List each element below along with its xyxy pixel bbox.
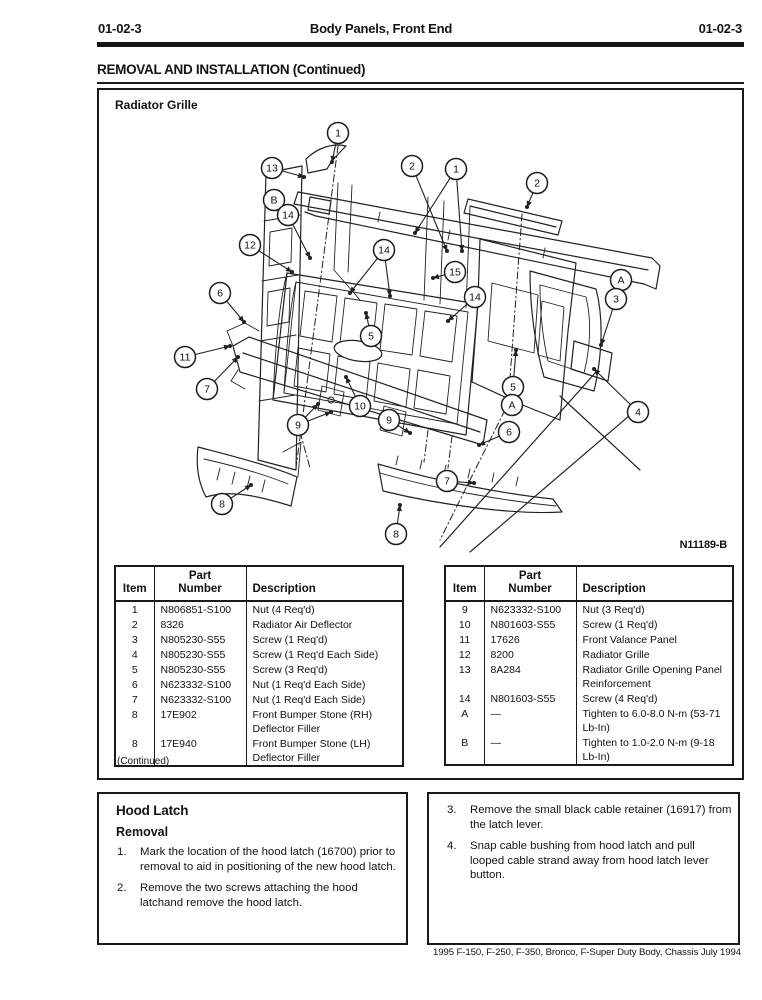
fastener-dot [413, 231, 417, 235]
hood-latch-steps-right [447, 803, 732, 890]
page-title: Body Panels, Front End [309, 21, 453, 36]
fastener-dot [460, 249, 464, 253]
svg-text:5: 5 [510, 381, 516, 394]
svg-text:4: 4 [635, 406, 641, 419]
part-row [445, 632, 733, 647]
svg-text:6: 6 [217, 287, 223, 300]
callout-10 [350, 396, 371, 417]
part-number-cell: N806851-S100 [154, 601, 246, 617]
callout-A [611, 270, 632, 291]
procedure-step [447, 839, 732, 883]
continued-note: (Continued) [117, 756, 170, 767]
description-cell: Screw (3 Req'd) [246, 662, 403, 677]
item-cell: 2 [131, 618, 138, 631]
callout-8 [386, 524, 407, 545]
part-number-cell: 8A284 [484, 662, 576, 691]
fastener-dot [398, 503, 402, 507]
item-cell: 8 [131, 737, 138, 750]
svg-text:A: A [508, 399, 516, 412]
page-footer: 1995 F-150, F-250, F-350, Bronco, F-Super Duty Body, Chassis July 1994 [433, 947, 741, 958]
part-row [115, 632, 403, 647]
callout-leader-line [231, 485, 251, 498]
fastener-dot [592, 367, 596, 371]
fastener-dot [388, 294, 392, 298]
svg-text:1: 1 [335, 127, 341, 140]
procedure-step [447, 803, 732, 832]
figure-reference-code: N11189-B [679, 539, 727, 551]
parts-table-left [114, 565, 404, 767]
part-header-line1: Part [518, 570, 542, 582]
callout-15 [445, 262, 466, 283]
procedure-step [117, 845, 400, 874]
part-row [445, 662, 733, 691]
callout-leader-line [397, 505, 400, 524]
callout-9 [288, 415, 309, 436]
item-cell: 11 [459, 633, 471, 646]
description-cell: Nut (1 Req'd Each Side) [246, 692, 403, 707]
callout-leader-line [601, 309, 613, 345]
callout-leader-line [346, 377, 355, 397]
callout-leader-line [457, 179, 462, 251]
step-text: Remove the two screws attaching the hood latchand remove the hood latch. [140, 882, 358, 909]
part-number-cell: 17626 [484, 632, 576, 647]
item-cell: 14 [458, 692, 471, 705]
part-number-cell: N805230-S55 [154, 662, 246, 677]
callout-1 [328, 123, 349, 144]
item-cell: 9 [461, 603, 468, 616]
fastener-dot [242, 320, 246, 324]
part-number-cell: 8326 [154, 617, 246, 632]
description-cell: Screw (1 Req'd) [576, 617, 733, 632]
item-cell: 7 [131, 693, 138, 706]
fastener-dot [348, 291, 352, 295]
part-number-cell: 17E940 [154, 736, 246, 766]
callout-leader-line [293, 224, 310, 258]
part-row [115, 647, 403, 662]
svg-text:3: 3 [613, 293, 619, 306]
item-cell: 3 [131, 633, 138, 646]
hood-latch-steps-left [117, 845, 400, 917]
column-header-description: Description [246, 566, 403, 601]
fastener-dot [330, 160, 334, 164]
fastener-dot [599, 343, 603, 347]
callout-3 [606, 289, 627, 310]
svg-text:14: 14 [378, 244, 390, 257]
fastener-dot [236, 355, 240, 359]
fastener-dot [445, 249, 449, 253]
part-header-line1: Part [188, 570, 212, 582]
part-row [445, 691, 733, 706]
callout-9 [379, 410, 400, 431]
item-cell: 12 [458, 648, 471, 661]
callout-leader-line [479, 436, 499, 445]
item-cell: A [461, 707, 469, 720]
header-rule [97, 42, 744, 47]
fastener-dot [364, 311, 368, 315]
svg-text:2: 2 [534, 177, 540, 190]
callout-14 [278, 205, 299, 226]
description-cell: Radiator Air Deflector [246, 617, 403, 632]
svg-text:8: 8 [219, 498, 225, 511]
callout-4 [628, 402, 649, 423]
callout-A [502, 395, 523, 416]
column-header-part-number [154, 566, 246, 601]
svg-text:7: 7 [204, 383, 210, 396]
part-row [445, 601, 733, 617]
callout-leader-line [227, 301, 244, 322]
description-cell: Front Bumper Stone (LH) Deflector Filler [246, 736, 403, 766]
description-cell: Front Valance Panel [576, 632, 733, 647]
fastener-dot [329, 410, 333, 414]
fastener-dot [477, 443, 481, 447]
svg-text:5: 5 [368, 330, 374, 343]
description-cell: Screw (1 Req'd Each Side) [246, 647, 403, 662]
svg-text:15: 15 [449, 266, 461, 279]
callout-leader-line [514, 350, 516, 377]
callout-leader-line [195, 346, 230, 355]
svg-text:9: 9 [295, 419, 301, 432]
callout-6 [499, 422, 520, 443]
svg-text:7: 7 [444, 475, 450, 488]
item-cell: 1 [131, 603, 138, 616]
step-number: 2. [117, 882, 127, 894]
callout-7 [197, 379, 218, 400]
part-row [115, 692, 403, 707]
item-cell: 4 [131, 648, 138, 661]
item-cell: 10 [458, 618, 471, 631]
item-cell: 6 [131, 678, 138, 691]
part-number-cell: 17E902 [154, 707, 246, 736]
step-text: Mark the location of the hood latch (16700) prior to removal to aid in positioning of the new hood latch. [140, 846, 396, 873]
column-header-description: Description [576, 566, 733, 601]
part-row [115, 662, 403, 677]
svg-text:10: 10 [354, 400, 366, 413]
svg-text:A: A [617, 274, 625, 287]
part-row [115, 617, 403, 632]
part-number-cell: N805230-S55 [154, 647, 246, 662]
callout-2 [527, 173, 548, 194]
callout-7 [437, 471, 458, 492]
fastener-dot [290, 270, 294, 274]
step-number: 3. [447, 804, 457, 816]
svg-text:11: 11 [179, 351, 191, 364]
procedure-step [117, 881, 400, 910]
part-row [115, 707, 403, 736]
description-cell: Tighten to 1.0-2.0 N-m (9-18 Lb-In) [576, 735, 733, 765]
part-number-cell: N623332-S100 [154, 692, 246, 707]
callout-1 [446, 159, 467, 180]
fastener-dot [431, 276, 435, 280]
figure-title: Radiator Grille [115, 98, 198, 112]
table-header-row [445, 566, 733, 601]
description-cell: Screw (1 Req'd) [246, 632, 403, 647]
description-cell: Front Bumper Stone (RH) Deflector Filler [246, 707, 403, 736]
section-heading-rule [97, 82, 744, 84]
svg-text:13: 13 [266, 162, 278, 175]
fastener-dot [302, 175, 306, 179]
radiator-grille-exploded-diagram [97, 88, 743, 566]
fastener-dot [408, 431, 412, 435]
page-code-left: 01-02-3 [98, 21, 142, 36]
part-number-cell: N801603-S55 [484, 617, 576, 632]
step-number: 1. [117, 846, 127, 858]
callout-leader-line [308, 412, 331, 421]
fastener-dot [228, 344, 232, 348]
svg-text:12: 12 [244, 239, 256, 252]
item-cell: 5 [131, 663, 138, 676]
svg-text:2: 2 [409, 160, 415, 173]
fastener-dot [472, 481, 476, 485]
column-header-part-number [484, 566, 576, 601]
callout-6 [210, 283, 231, 304]
svg-text:1: 1 [453, 163, 459, 176]
description-cell: Tighten to 6.0-8.0 N-m (53-71 Lb-In) [576, 706, 733, 735]
part-header-line2: Number [178, 583, 222, 595]
part-number-cell: — [484, 735, 576, 765]
step-text: Remove the small black cable retainer (16917) from the latch lever. [470, 804, 732, 831]
svg-text:14: 14 [282, 209, 294, 222]
part-row [115, 677, 403, 692]
callout-leader-line [594, 369, 630, 405]
parts-table-right [444, 565, 734, 766]
item-cell: 8 [131, 708, 138, 721]
part-number-cell: N623332-S100 [484, 601, 576, 617]
callout-leader-line [457, 482, 474, 483]
part-number-cell: N623332-S100 [154, 677, 246, 692]
svg-text:B: B [270, 194, 278, 207]
part-number-cell: N801603-S55 [484, 691, 576, 706]
callout-leader-line [350, 258, 377, 293]
column-header-item: Item [115, 566, 154, 601]
hood-latch-title: Hood Latch [116, 803, 189, 818]
callout-11 [175, 347, 196, 368]
fastener-dot [308, 256, 312, 260]
hood-latch-subtitle: Removal [116, 825, 169, 839]
callout-leader-line [448, 304, 467, 321]
page-code-right: 01-02-3 [698, 21, 742, 36]
column-header-item: Item [445, 566, 484, 601]
callout-leader-line [385, 260, 390, 296]
item-cell: B [461, 736, 469, 749]
step-text: Snap cable bushing from hood latch and pull looped cable strand away from hood latch lever button. [470, 840, 709, 881]
fastener-dot [514, 348, 518, 352]
callout-8 [212, 494, 233, 515]
fastener-dot [344, 375, 348, 379]
callout-13 [262, 158, 283, 179]
svg-text:8: 8 [393, 528, 399, 541]
callout-12 [240, 235, 261, 256]
fastener-dot [316, 402, 320, 406]
callout-2 [402, 156, 423, 177]
part-row [445, 706, 733, 735]
description-cell: Radiator Grille [576, 647, 733, 662]
part-row [115, 601, 403, 617]
part-number-cell: — [484, 706, 576, 735]
table-header-row [115, 566, 403, 601]
fastener-dot [525, 205, 529, 209]
callout-leader-line [282, 171, 304, 177]
svg-text:14: 14 [469, 291, 481, 304]
svg-text:9: 9 [386, 414, 392, 427]
description-cell: Nut (3 Req'd) [576, 601, 733, 617]
part-row [445, 735, 733, 765]
description-cell: Nut (1 Req'd Each Side) [246, 677, 403, 692]
step-number: 4. [447, 840, 457, 852]
fastener-dot [446, 319, 450, 323]
svg-text:6: 6 [506, 426, 512, 439]
description-cell: Nut (4 Req'd) [246, 601, 403, 617]
part-number-cell: N805230-S55 [154, 632, 246, 647]
callout-14 [374, 240, 395, 261]
callout-leader-line [527, 193, 533, 207]
description-cell: Screw (4 Req'd) [576, 691, 733, 706]
fastener-dot [249, 483, 253, 487]
part-row [445, 647, 733, 662]
description-cell: Radiator Grille Opening Panel Reinforcement [576, 662, 733, 691]
callout-leader-line [214, 357, 238, 381]
item-cell: 13 [458, 663, 471, 676]
callout-5 [361, 326, 382, 347]
part-header-line2: Number [508, 583, 552, 595]
part-number-cell: 8200 [484, 647, 576, 662]
callout-14 [465, 287, 486, 308]
part-row [445, 617, 733, 632]
section-heading: REMOVAL AND INSTALLATION (Continued) [97, 62, 366, 77]
